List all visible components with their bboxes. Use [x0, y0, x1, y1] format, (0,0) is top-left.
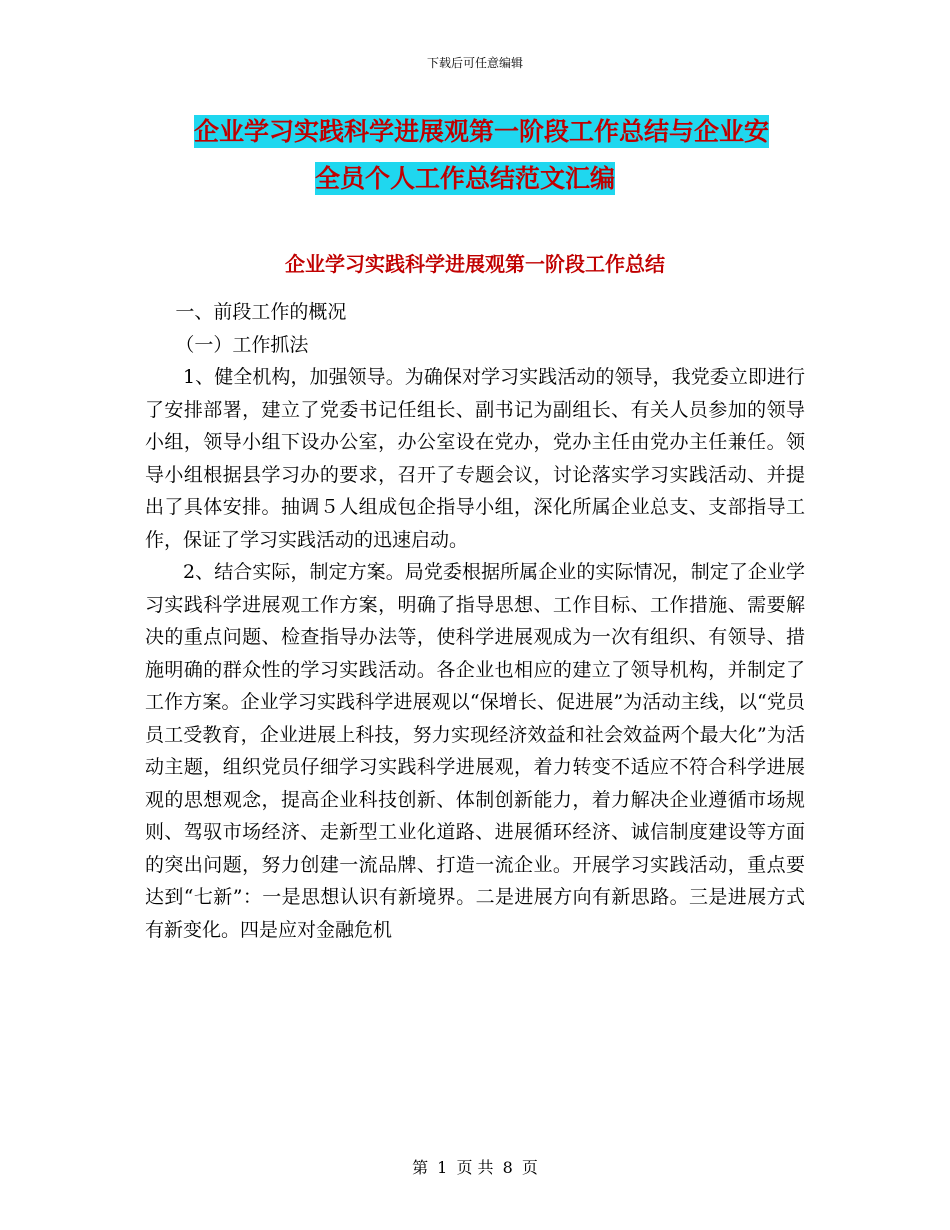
footer-current-page: 1 — [437, 1158, 448, 1177]
page-footer — [0, 1155, 950, 1178]
footer-prefix: 第 — [412, 1158, 429, 1177]
heading-overview: 一、前段工作的概况 — [175, 301, 347, 323]
footer-total-pages: 8 — [502, 1158, 513, 1177]
footer-suffix: 页 — [521, 1158, 538, 1177]
document-title-line-2: 全员个人工作总结范文汇编 — [315, 164, 616, 193]
header-note: 下载后可任意编辑 — [426, 56, 523, 70]
body-text — [145, 296, 805, 946]
heading-work-methods: （一）工作抓法 — [175, 333, 309, 356]
paragraph-1: 1、健全机构，加强领导。为确保对学习实践活动的领导，我党委立即进行了安排部署，建立了党委书记任组长、副书记为副组长、有关人员参加的领导小组，领导小组下设办公室，办公室设在党办，党办主任由党办主任兼任。领导小组根据县学习办的要求，召开了专题会议，讨论落实学习实践活动、并提出了具体安排。抽调５人组成包企指导小组，深化所属企业总支、支部指导工作，保证了学习实践活动的迅速启动。 — [145, 366, 805, 551]
document-title-line-1: 企业学习实践科学进展观第一阶段工作总结与企业安 — [194, 117, 770, 146]
paragraph-2: 2、结合实际，制定方案。局党委根据所属企业的实际情况，制定了企业学习实践科学进展观工作方案，明确了指导思想、工作目标、工作措施、需要解决的重点问题、检查指导办法等，使科学进展观成为一次有组织、有领导、措施明确的群众性的学习实践活动。各企业也相应的建立了领导机构，并制定了工作方案。企业学习实践科学进展观以“保增长、促进展”为活动主线，以“党员员工受教育，企业进展上科技，努力实现经济效益和社会效益两个最大化”为活动主题，组织党员仔细学习实践科学进展观，着力转变不适应不符合科学进展观的思想观念，提高企业科技创新、体制创新能力，着力解决企业遵循市场规则、驾驭市场经济、走新型工业化道路、进展循环经济、诚信制度建设等方面的突出问题，努力创建一流品牌、打造一流企业。开展学习实践活动，重点要达到“七新”：一是思想认识有新境界。二是进展方向有新思路。三是进展方式有新变化。四是应对金融危机 — [145, 561, 805, 941]
document-title — [150, 108, 850, 202]
footer-mid: 页 共 — [456, 1158, 494, 1177]
section-title: 企业学习实践科学进展观第一阶段工作总结 — [285, 252, 665, 276]
